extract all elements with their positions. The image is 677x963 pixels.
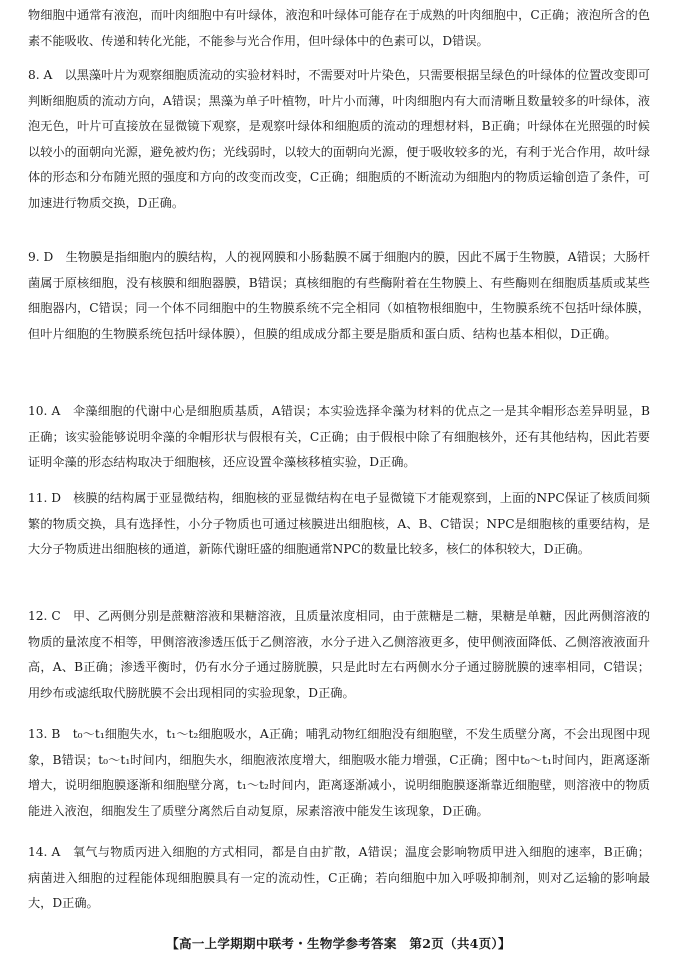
paragraph-7-continued: 物细胞中通常有液泡，而叶肉细胞中有叶绿体，液泡和叶绿体可能存在于成熟的叶肉细胞中，C正确；液泡所含的色素不能吸收、传递和转化光能，不能参与光合作用，但叶绿体中的色素可以，D错误。 [28, 8, 650, 48]
paragraph-answer-10: 10. A 伞藻细胞的代谢中心是细胞质基质，A错误；本实验选择伞藻为材料的优点之一是其伞帽形态差异明显，B正确；该实验能够说明伞藻的伞帽形状与假根有关，C正确；由于假根中除了有细胞核外，还有其他结构，因此若要证明伞藻的形态结构取决于细胞核，还应设置伞藻核移植实验，D正确。 [28, 404, 650, 469]
paragraph-answer-8: 8. A 以黑藻叶片为观察细胞质流动的实验材料时，不需要对叶片染色，只需要根据呈绿色的叶绿体的位置改变即可判断细胞质的流动方向，A错误；黑藻为单子叶植物，叶片小而薄，叶肉细胞内有大而清晰且数量较多的叶绿体，液泡无色，叶片可直接放在显微镜下观察，是观察叶绿体和细胞质的流动的理想材料，B正确；叶绿体在光照强的时候以较小的面朝向光源，避免被灼伤；光线弱时，以较大的面朝向光源，便于吸收较多的光，有利于光合作用，故叶绿体的形态和分布随光照的强度和方向的改变而改变，C正确；细胞质的不断流动为细胞内的物质运输创造了条件，可加速进行物质交换，D正确。 [28, 68, 650, 210]
paragraph-answer-12: 12. C 甲、乙两侧分别是蔗糖溶液和果糖溶液，且质量浓度相同，由于蔗糖是二糖，果糖是单糖，因此两侧溶液的物质的量浓度不相等，甲侧溶液渗透压低于乙侧溶液，水分子进入乙侧溶液更多，使甲侧液面降低、乙侧溶液液面升高，A、B正确；渗透平衡时，仍有水分子通过膀胱膜，只是此时左右两侧水分子通过膀胱膜的速率相同，C错误；用纱布或滤纸取代膀胱膜不会出现相同的实验现象，D正确。 [28, 609, 650, 700]
paragraph-answer-13: 13. B t₀～t₁细胞失水，t₁～t₂细胞吸水，A正确；哺乳动物红细胞没有细胞壁，不发生质壁分离，不会出现图中现象，B错误；t₀～t₁时间内，细胞失水，细胞液浓度增大，细胞吸水能力增强，C正确；图中t₀～t₁时间内，距离逐渐增大，说明细胞膜逐渐和细胞壁分离，t₁～t₂时间内，距离逐渐减小，说明细胞膜逐渐靠近细胞壁，则溶液中的物质能进入液泡，细胞发生了质壁分离然后自动复原，尿素溶液中能发生该现象，D正确。 [28, 727, 650, 818]
paragraph-answer-9: 9. D 生物膜是指细胞内的膜结构，人的视网膜和小肠黏膜不属于细胞内的膜，因此不属于生物膜，A错误；大肠杆菌属于原核细胞，没有核膜和细胞器膜，B错误；真核细胞的有些酶附着在生物膜上、有些酶则在细胞质基质或某些细胞器内，C错误；同一个体不同细胞中的生物膜系统不完全相同（如植物根细胞中，生物膜系统不包括叶绿体膜，但叶片细胞的生物膜系统包括叶绿体膜），但膜的组成成分都主要是脂质和蛋白质、结构也基本相似，D正确。 [28, 250, 650, 341]
paragraph-answer-11: 11. D 核膜的结构属于亚显微结构，细胞核的亚显微结构在电子显微镜下才能观察到，上面的NPC保证了核质间频繁的物质交换，具有选择性，小分子物质也可通过核膜进出细胞核，A、B、C错误；NPC是细胞核的重要结构，是大分子物质进出细胞核的通道，新陈代谢旺盛的细胞通常NPC的数量比较多，核仁的体积较大，D正确。 [28, 491, 650, 556]
paragraph-answer-14: 14. A 氧气与物质丙进入细胞的方式相同，都是自由扩散，A错误；温度会影响物质甲进入细胞的速率，B正确；病菌进入细胞的过程能体现细胞膜具有一定的流动性，C正确；若向细胞中加入呼吸抑制剂，则对乙运输的影响最大，D正确。 [28, 845, 650, 910]
page-footer: 【高一上学期期中联考・生物学参考答案 第2页（共4页）】 [166, 936, 511, 951]
